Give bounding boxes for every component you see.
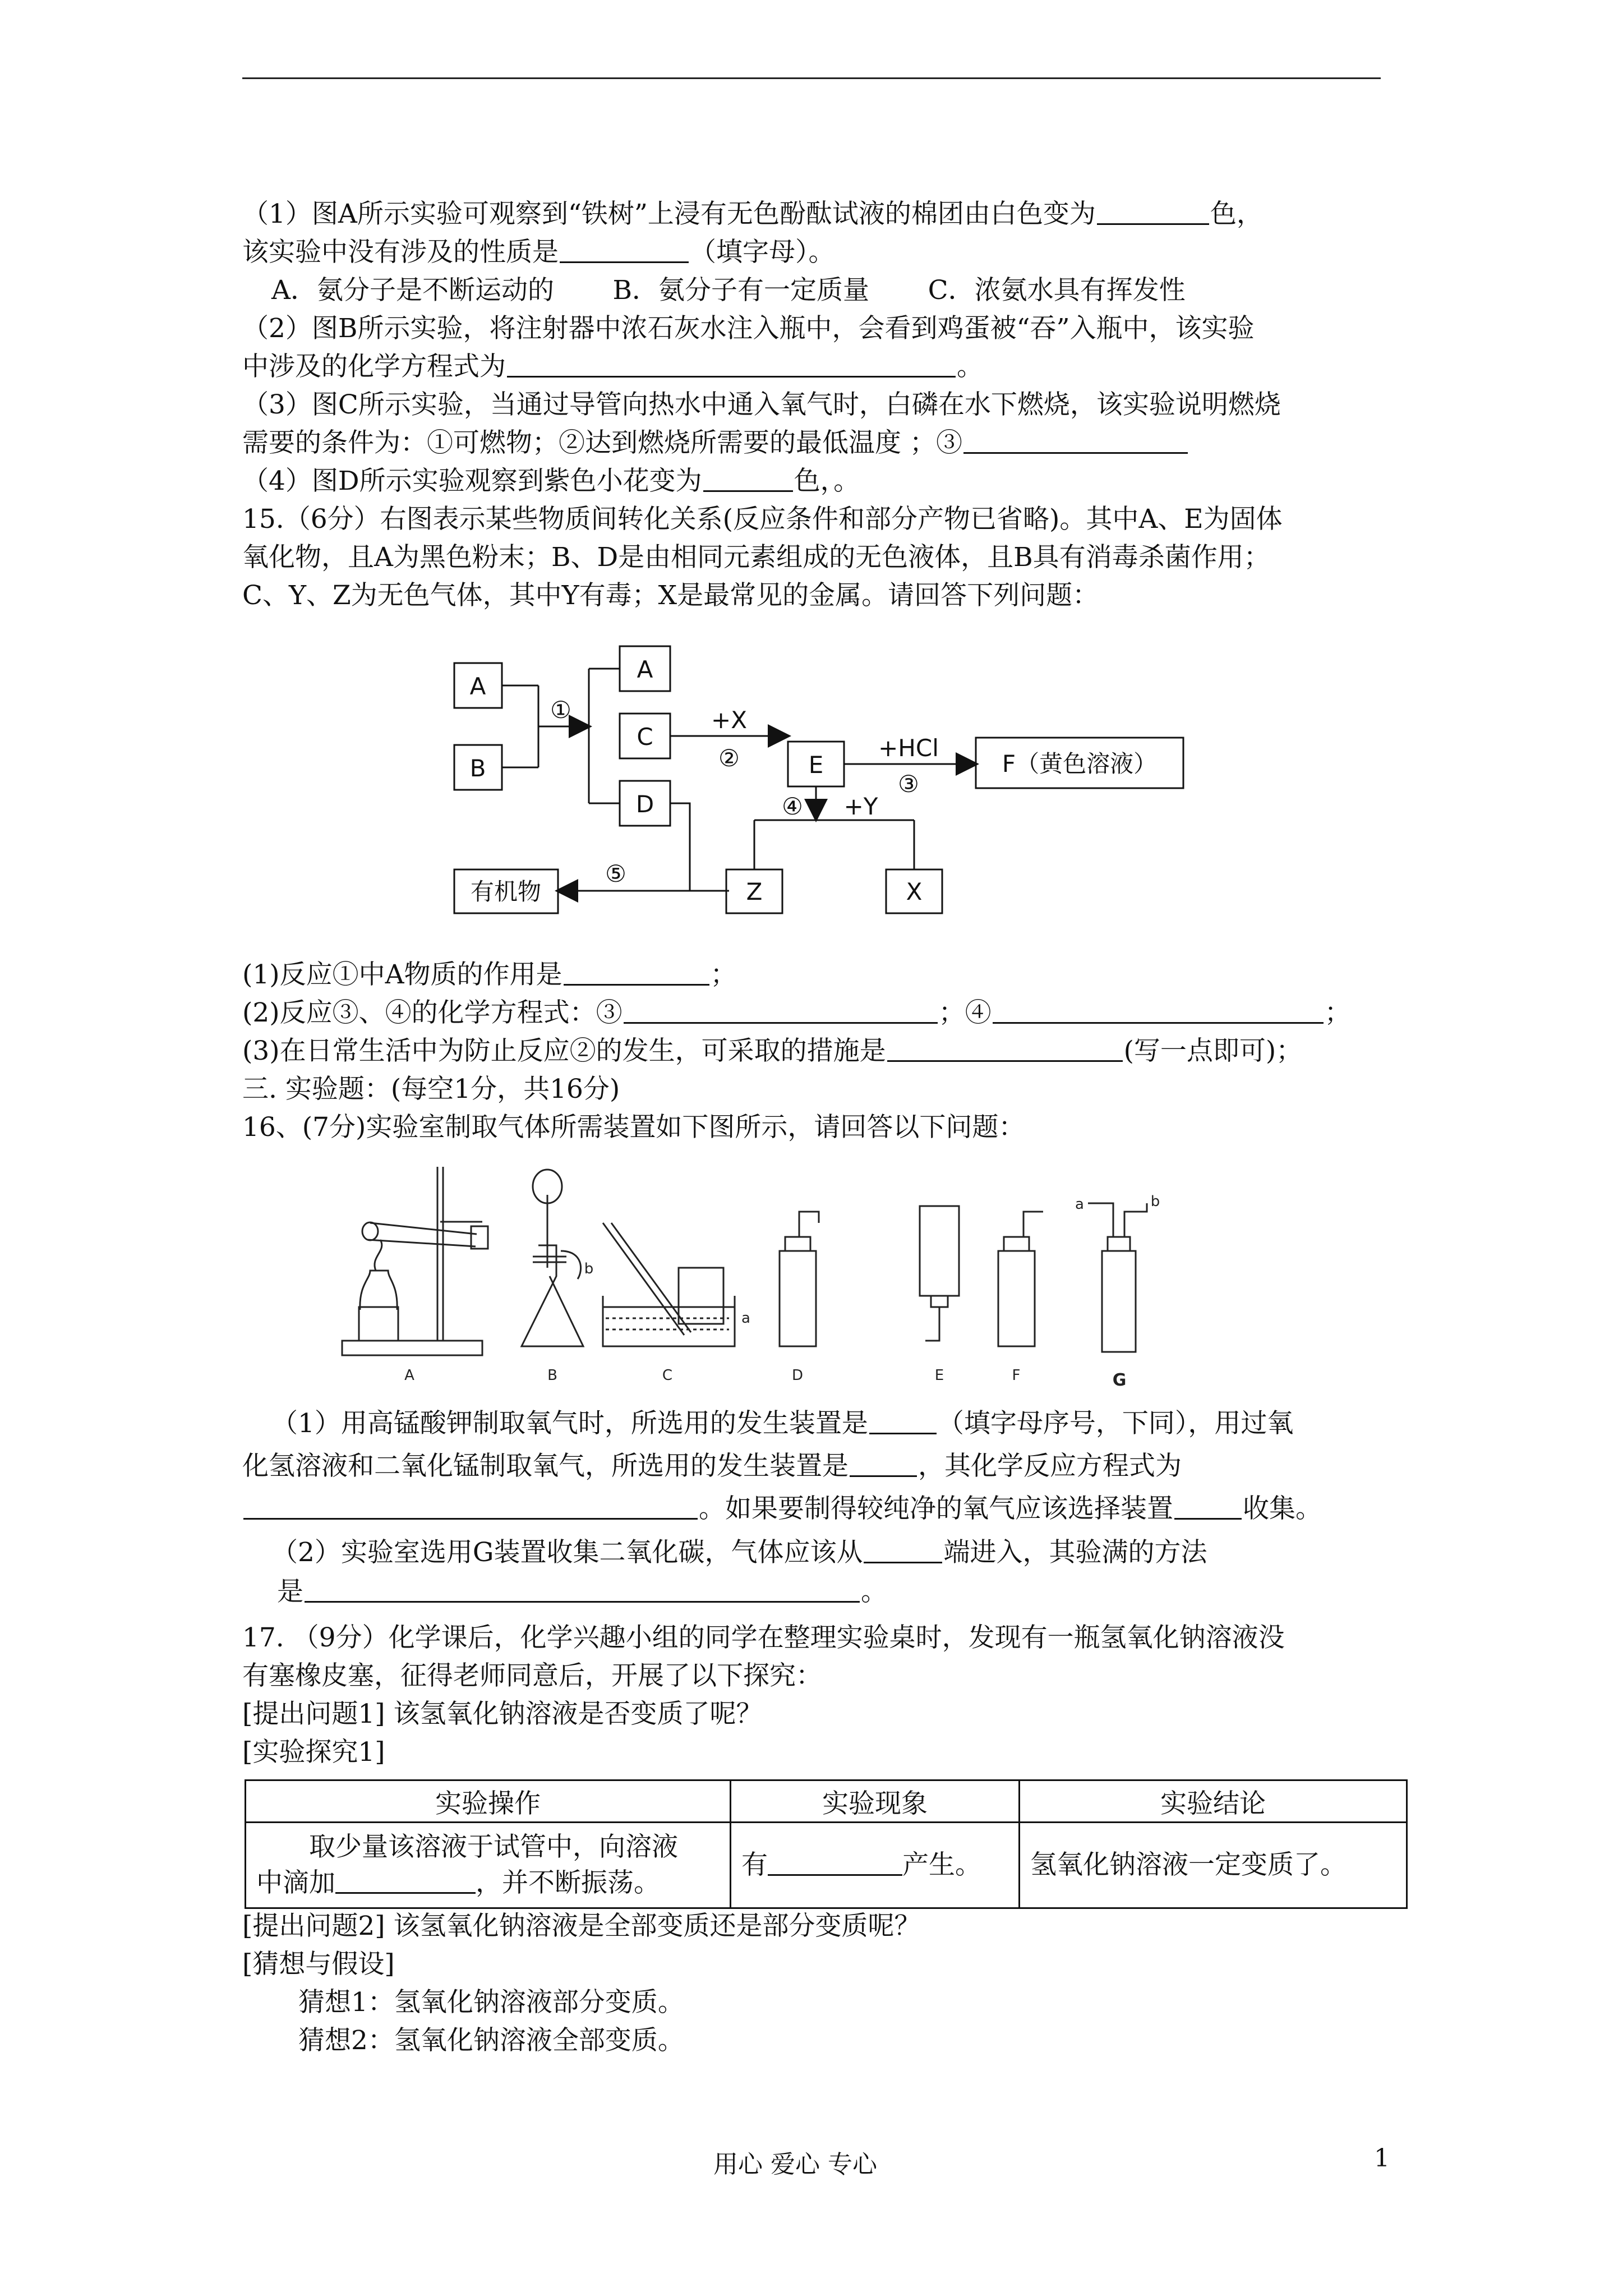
q14-part1-line2: 该实验中没有涉及的性质是 （填字母）。 xyxy=(242,237,835,268)
node-A2: A xyxy=(637,656,653,683)
q15-sub1: (1)反应①中A物质的作用是 ； xyxy=(242,959,737,990)
apparatus-label-A: A xyxy=(404,1367,414,1384)
q16-heading: 16、(7分)实验室制取气体所需装置如下图所示，请回答以下问题： xyxy=(242,1112,1025,1143)
q14-part3-line2: 需要的条件为：①可燃物；②达到燃烧所需要的最低温度 ；③ xyxy=(242,426,1189,460)
q17-hypothesis: [猜想与假设] xyxy=(242,1949,395,1980)
q14-part3-line1: （3）图C所示实验，当通过导管向热水中通入氧气时，白磷在水下燃烧，该实验说明燃烧 xyxy=(242,389,1281,420)
table-header-phenomenon: 实验现象 xyxy=(731,1780,1020,1823)
q14-part1-line1: （1）图A所示实验可观察到“铁树”上浸有无色酚酞试液的棉团由白色变为 色， xyxy=(242,199,1263,229)
q14-options: A．氨分子是不断运动的 B．氨分子有一定质量 C．浓氨水具有挥发性 xyxy=(271,275,1186,306)
q14-part4: （4）图D所示实验观察到紫色小花变为 色，。 xyxy=(242,466,860,496)
reaction-3-label: ③ xyxy=(898,770,919,798)
q15-sub3: (3)在日常生活中为防止反应②的发生，可采取的措施是 (写一点即可)； xyxy=(242,1036,1303,1066)
q17-line1: 17. （9分）化学课后，化学兴趣小组的同学在整理实验桌时，发现有一瓶氢氧化钠溶液没 xyxy=(242,1622,1285,1653)
reaction-5-label: ⑤ xyxy=(605,860,626,887)
q16-line4: （2）实验室选用G装置收集二氧化碳，气体应该从 端进入，其验满的方法 xyxy=(271,1537,1207,1568)
node-A1: A xyxy=(469,673,486,700)
q16-apparatus-figure xyxy=(336,1156,1324,1391)
apparatus-label-G: G xyxy=(1112,1370,1127,1390)
q17-guess2: 猜想2：氢氧化钠溶液全部变质。 xyxy=(298,2025,684,2056)
q17-question2: [提出问题2] 该氢氧化钠溶液是全部变质还是部分变质呢？ xyxy=(242,1911,921,1941)
q15-line2: 氧化物，且A为黑色粉末；B、D是由相同元素组成的无色液体，且B具有消毒杀菌作用； xyxy=(242,542,1270,573)
reaction-plusY-label: +Y xyxy=(843,793,878,820)
q15-transformation-diagram xyxy=(437,634,1200,926)
apparatus-label-F: F xyxy=(1012,1367,1021,1384)
q17-line2: 有塞橡皮塞，征得老师同意后，开展了以下探究： xyxy=(242,1660,822,1691)
apparatus-C-mark: a xyxy=(741,1310,750,1327)
reaction-4-label: ④ xyxy=(782,793,803,820)
node-Z: Z xyxy=(746,878,763,905)
apparatus-label-D: D xyxy=(791,1367,804,1384)
table-cell-operation: 取少量该溶液于试管中，向溶液 中滴加 ，并不断振荡。 xyxy=(246,1823,731,1908)
q17-guess1: 猜想1：氢氧化钠溶液部分变质。 xyxy=(298,1987,684,2018)
q17-question1: [提出问题1] 该氢氧化钠溶液是否变质了呢？ xyxy=(242,1699,763,1729)
section-3-title: 三. 实验题：(每空1分，共16分) xyxy=(242,1074,620,1105)
table-cell-conclusion: 氢氧化钠溶液一定变质了。 xyxy=(1020,1823,1407,1908)
reaction-1-label: ① xyxy=(550,696,571,724)
node-E: E xyxy=(808,751,824,779)
q14-part2-line2: 中涉及的化学方程式为 。 xyxy=(242,351,983,382)
experiment-table xyxy=(245,1779,1408,1909)
page-number: 1 xyxy=(1374,2144,1390,2173)
node-F: F（黄色溶液） xyxy=(1002,750,1158,777)
node-B: B xyxy=(469,754,486,782)
table-header-conclusion: 实验结论 xyxy=(1020,1780,1407,1823)
table-header-operation: 实验操作 xyxy=(246,1780,731,1823)
q15-line1: 15.（6分）右图表示某些物质间转化关系(反应条件和部分产物已省略)。其中A、E为固体 xyxy=(242,504,1283,535)
q15-line3: C、Y、Z为无色气体，其中Y有毒；X是最常见的金属。请回答下列问题： xyxy=(242,580,1099,611)
table-cell-phenomenon: 有 产生。 xyxy=(731,1823,1020,1908)
reaction-2-label: ② xyxy=(718,744,740,772)
node-X: X xyxy=(906,878,923,905)
q16-line5: 是 。 xyxy=(277,1576,887,1607)
node-D: D xyxy=(635,790,654,818)
reaction-plusHCl-label: +HCl xyxy=(878,734,939,762)
node-C: C xyxy=(637,723,653,751)
q16-line3: 。如果要制得较纯净的氧气应该选择装置 收集。 xyxy=(242,1492,1322,1526)
q14-part2-line1: （2）图B所示实验，将注射器中浓石灰水注入瓶中，会看到鸡蛋被“吞”入瓶中，该实验 xyxy=(242,313,1255,344)
q16-line1: （1）用高锰酸钾制取氧气时，所选用的发生装置是 （填字母序号，下同），用过氧 xyxy=(271,1408,1294,1439)
q16-line2: 化氢溶液和二氧化锰制取氧气，所选用的发生装置是 ，其化学反应方程式为 xyxy=(242,1451,1182,1481)
q17-experiment1: [实验探究1] xyxy=(242,1737,385,1768)
apparatus-label-E: E xyxy=(934,1367,944,1384)
apparatus-G-mark-b: b xyxy=(1150,1193,1160,1210)
header-rule xyxy=(242,77,1381,79)
apparatus-label-C: C xyxy=(662,1367,673,1384)
reaction-plusX-label: +X xyxy=(711,706,747,734)
q15-sub2: (2)反应③、④的化学方程式：③ ；④ ； xyxy=(242,997,1351,1028)
apparatus-label-B: B xyxy=(547,1367,557,1384)
footer-motto: 用心 爱心 专心 xyxy=(713,2150,877,2179)
node-organic: 有机物 xyxy=(470,878,542,905)
apparatus-B-mark: b xyxy=(584,1260,594,1277)
apparatus-G-mark-a: a xyxy=(1075,1196,1084,1213)
